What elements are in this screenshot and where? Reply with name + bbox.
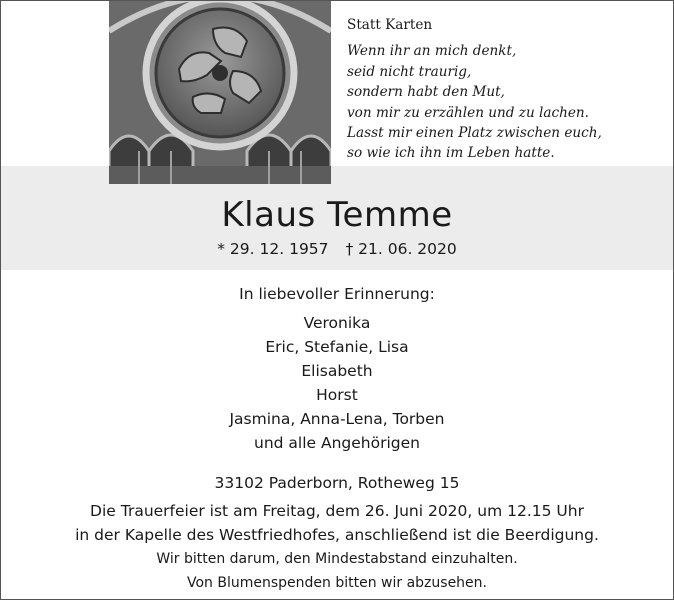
address-text: 33102 Paderborn, Rotheweg 15	[214, 474, 460, 492]
mourners-intro	[1, 282, 673, 306]
rose-window-photo	[109, 1, 331, 184]
mourner-name: und alle Angehörigen	[254, 434, 420, 452]
mourner-name: Veronika	[303, 314, 371, 332]
verse-line: sondern habt den Mut,	[347, 84, 505, 101]
deceased-name: Klaus Temme	[221, 195, 453, 235]
funeral-info	[1, 499, 673, 595]
verse-line: Lasst mir einen Platz zwischen euch,	[347, 125, 602, 142]
mourner-name: Elisabeth	[301, 362, 373, 380]
mourner-name: Jasmina, Anna-Lena, Torben	[229, 410, 445, 428]
mourners-list	[1, 311, 673, 455]
death-date: † 21. 06. 2020	[345, 240, 457, 258]
mourner-name: Eric, Stefanie, Lisa	[265, 338, 409, 356]
life-dates	[1, 239, 673, 259]
verse-line: von mir zu erzählen und zu lachen.	[347, 104, 589, 121]
birth-date: * 29. 12. 1957	[217, 240, 329, 258]
verse-line: Wenn ihr an mich denkt,	[347, 43, 517, 60]
funeral-note: Von Blumenspenden bitten wir abzusehen.	[186, 575, 487, 591]
verse-line: so wie ich ihn im Leben hatte.	[347, 145, 555, 162]
funeral-line: in der Kapelle des Westfriedhofes, anschließend ist die Beerdigung.	[75, 526, 599, 544]
mourner-name: Horst	[316, 386, 358, 404]
verse-heading: Statt Karten	[347, 17, 433, 33]
intro-text: In liebevoller Erinnerung:	[239, 285, 435, 303]
funeral-note: Wir bitten darum, den Mindestabstand einzuhalten.	[156, 551, 518, 567]
memorial-verse	[347, 15, 667, 164]
family-address	[1, 471, 673, 495]
verse-line: seid nicht traurig,	[347, 63, 472, 80]
funeral-line: Die Trauerfeier ist am Freitag, dem 26. Juni 2020, um 12.15 Uhr	[90, 502, 584, 520]
